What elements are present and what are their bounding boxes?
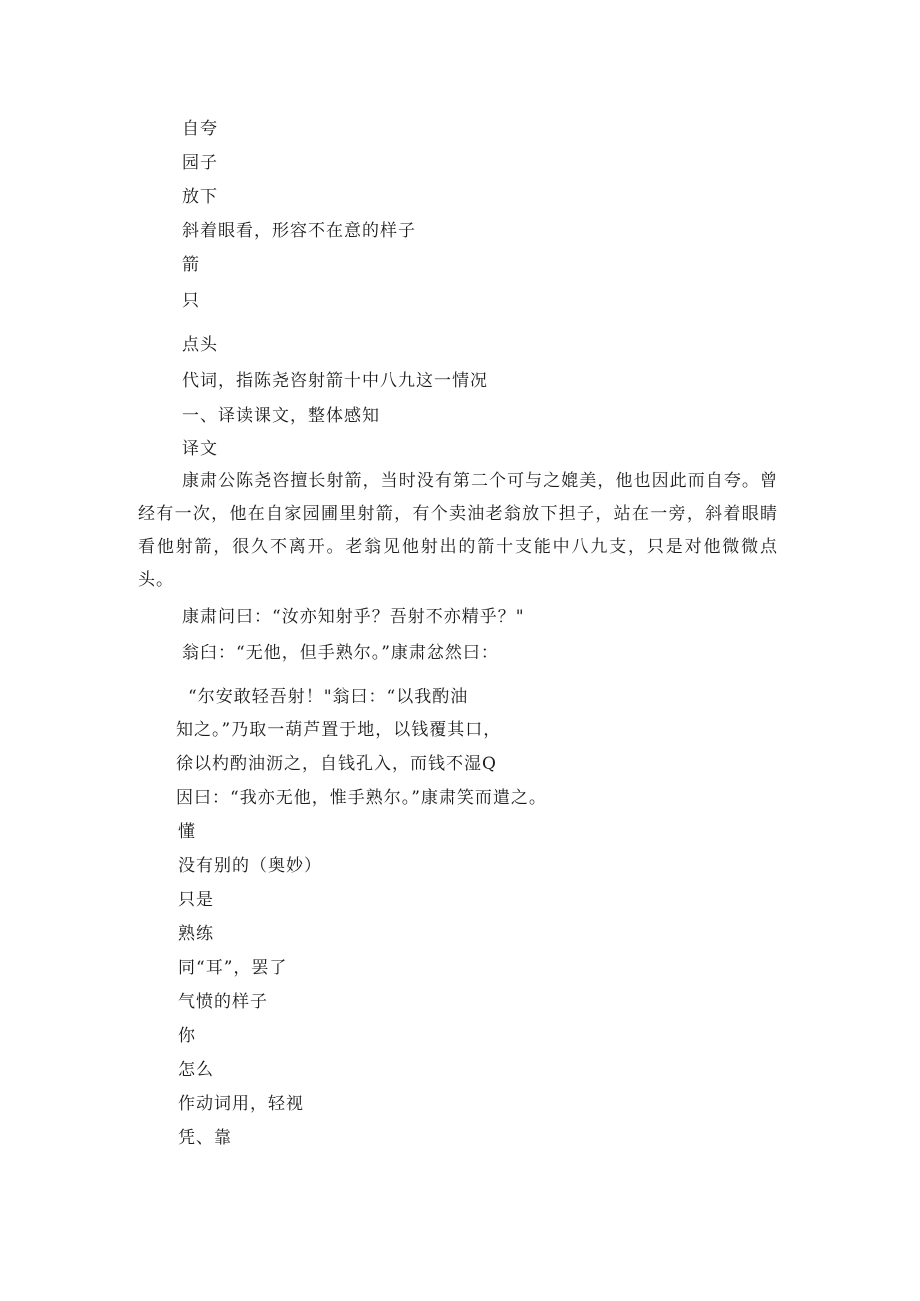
glossary-top-5: 箭 — [182, 255, 200, 275]
translation-label: 译文 — [182, 439, 218, 459]
dialogue-line-4: 知之。”乃取一葫芦置于地，以钱覆其口， — [176, 720, 502, 740]
glossary-bottom-4: 熟练 — [178, 924, 214, 944]
glossary-top-4: 斜着眼看，形容不在意的样子 — [182, 221, 416, 241]
glossary-top-7: 点头 — [182, 335, 218, 355]
glossary-bottom-10: 凭、靠 — [178, 1128, 232, 1148]
glossary-bottom-3: 只是 — [178, 890, 214, 910]
dialogue-line-6: 因曰：“我亦无他，惟手熟尔。”康肃笑而遣之。 — [176, 788, 547, 808]
glossary-bottom-8: 怎么 — [178, 1060, 214, 1080]
glossary-top-1: 自夸 — [182, 119, 218, 139]
glossary-bottom-5: 同“耳”，罢了 — [178, 958, 288, 978]
dialogue-line-1: 康肃问曰：“汝亦知射乎？吾射不亦精乎？" — [182, 607, 525, 627]
glossary-bottom-6: 气愤的样子 — [178, 992, 268, 1012]
glossary-top-3: 放下 — [182, 187, 218, 207]
glossary-top-6: 只 — [182, 291, 200, 311]
glossary-bottom-7: 你 — [178, 1026, 196, 1046]
section-heading: 一、译读课文，整体感知 — [182, 406, 380, 426]
glossary-top-8: 代词，指陈尧咨射箭十中八九这一情况 — [182, 371, 488, 391]
glossary-bottom-9: 作动词用，轻视 — [178, 1094, 304, 1114]
glossary-top-2: 园子 — [182, 153, 218, 173]
glossary-bottom-2: 没有别的（奥妙） — [178, 856, 322, 876]
translation-paragraph: 康肃公陈尧咨擅长射箭，当时没有第二个可与之媲美，他也因此而自夸。曾经有一次，他在自家园圃里射箭，有个卖油老翁放下担子，站在一旁，斜着眼睛看他射箭，很久不离开。老翁见他射出的箭十支能中八九支，只是对他微微点头。 — [138, 471, 778, 590]
glossary-bottom-1: 懂 — [178, 822, 196, 842]
dialogue-line-5: 徐以杓酌油沥之，自钱孔入，而钱不湿Q — [176, 754, 497, 774]
dialogue-line-2: 翁臼：“无他，但手熟尔。”康肃忿然曰： — [182, 643, 499, 663]
dialogue-line-3: “尔安敢轻吾射！"翁曰：“以我酌油 — [188, 687, 469, 707]
